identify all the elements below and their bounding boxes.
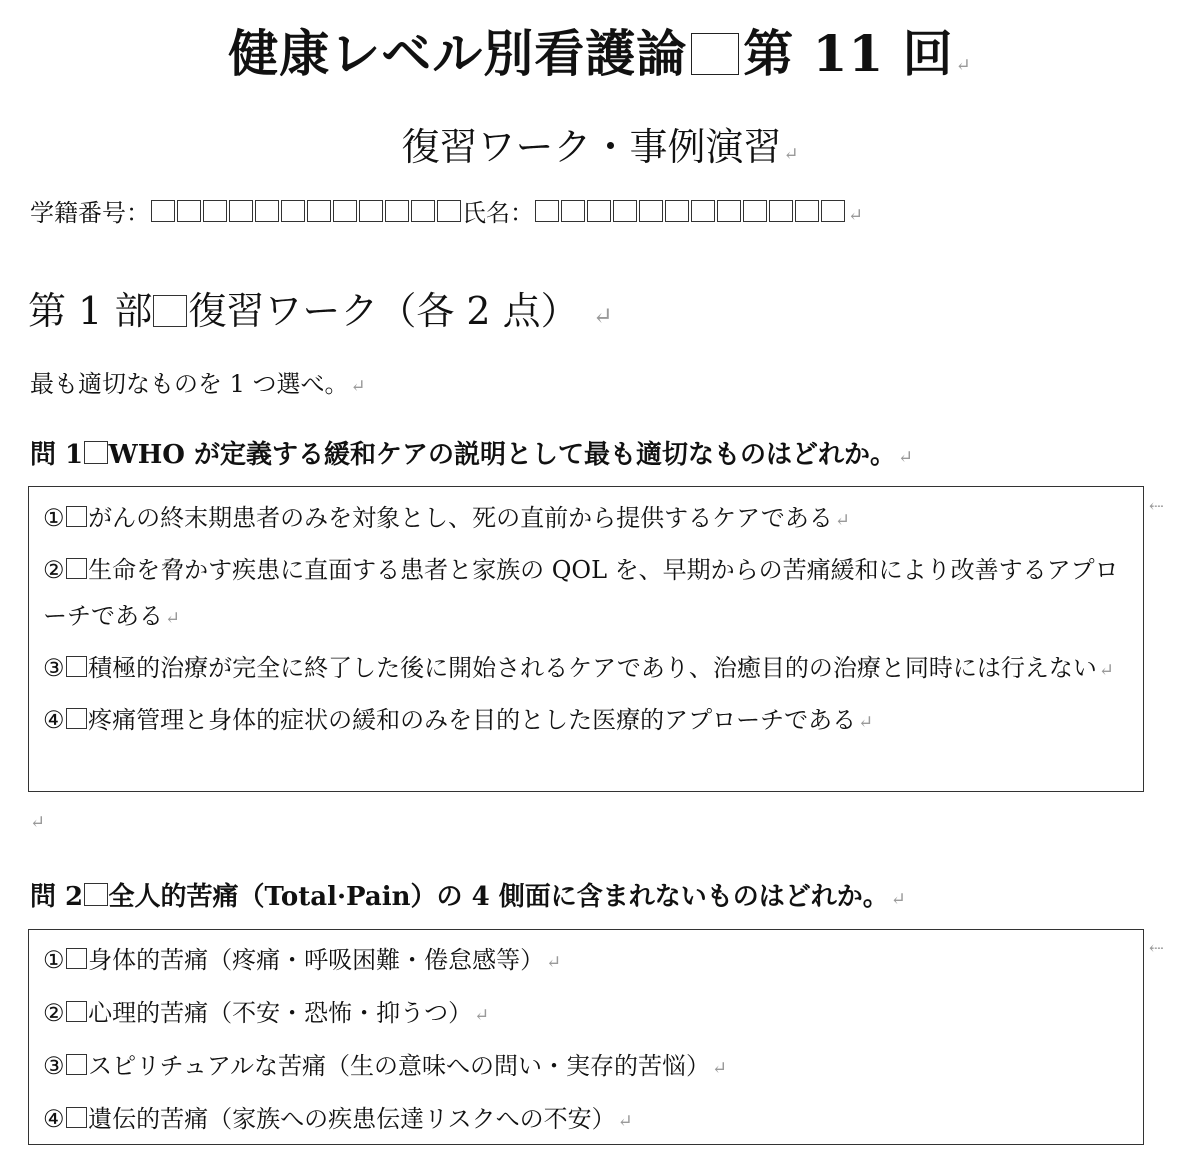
student-name-boxes[interactable] xyxy=(534,199,846,227)
cell-end-mark: ⇠ xyxy=(1148,938,1164,959)
paragraph-mark: ↵ xyxy=(848,205,864,226)
student-info-line xyxy=(30,193,863,228)
blank-box xyxy=(66,656,88,678)
paragraph-mark: ↵ xyxy=(711,1058,728,1079)
entry-box[interactable] xyxy=(281,200,305,222)
entry-box[interactable] xyxy=(177,200,201,222)
answer-choices-box xyxy=(28,929,1144,1145)
choice-number: ② xyxy=(43,999,65,1027)
choice-text: 生命を脅かす疾患に直面する患者と家族の QOL を、早期からの苦痛緩和により改善するアプローチである xyxy=(43,556,1119,630)
blank-box xyxy=(691,33,739,75)
choice-number: ④ xyxy=(43,1105,65,1133)
entry-box[interactable] xyxy=(333,200,357,222)
student-id-boxes[interactable] xyxy=(150,199,462,227)
paragraph-mark: ↵ xyxy=(1098,660,1114,681)
choice-number: ④ xyxy=(43,706,65,734)
section-prefix: 第 1 部 xyxy=(28,289,153,333)
choice-text: がんの終末期患者のみを対象とし、死の直前から提供するケアである xyxy=(88,504,833,532)
paragraph-mark: ↵ xyxy=(592,302,613,330)
question-number: 問 2 xyxy=(30,882,84,912)
blank-box xyxy=(66,558,88,580)
entry-box[interactable] xyxy=(535,200,559,222)
question-text: 全人的苦痛（Total·Pain）の 4 側面に含まれないものはどれか。 xyxy=(108,882,889,912)
choice-1[interactable] xyxy=(43,935,1129,988)
entry-box[interactable] xyxy=(307,200,331,222)
choice-text: 心理的苦痛（不安・恐怖・抑うつ） xyxy=(88,999,473,1027)
blank-box xyxy=(153,295,187,327)
choice-number: ② xyxy=(43,556,65,584)
answer-choices-box xyxy=(28,486,1144,792)
choice-text: 積極的治療が完全に終了した後に開始されるケアであり、治癒目的の治療と同時には行えない xyxy=(88,654,1097,682)
entry-box[interactable] xyxy=(255,200,279,222)
entry-box[interactable] xyxy=(717,200,741,222)
student-id-label: 学籍番号： xyxy=(30,199,150,227)
blank-box xyxy=(84,883,107,906)
choice-text: 遺伝的苦痛（家族への疾患伝達リスクへの不安） xyxy=(88,1105,616,1133)
paragraph-mark: ↵ xyxy=(955,55,972,76)
choice-number: ③ xyxy=(43,1052,65,1080)
choice-text: 疼痛管理と身体的症状の緩和のみを目的とした医療的アプローチである xyxy=(88,706,857,734)
entry-box[interactable] xyxy=(769,200,793,222)
entry-box[interactable] xyxy=(613,200,637,222)
entry-box[interactable] xyxy=(359,200,383,222)
paragraph-mark: ↵ xyxy=(617,1111,633,1132)
paragraph-mark: ↵ xyxy=(165,608,181,629)
entry-box[interactable] xyxy=(795,200,819,222)
choice-4[interactable] xyxy=(43,1094,1129,1147)
entry-box[interactable] xyxy=(437,200,461,222)
entry-box[interactable] xyxy=(151,200,175,222)
document-title xyxy=(0,14,1200,86)
entry-box[interactable] xyxy=(561,200,585,222)
cell-end-mark: ⇠ xyxy=(1148,496,1164,517)
choice-4[interactable] xyxy=(43,697,1129,746)
entry-box[interactable] xyxy=(229,200,253,222)
choice-2[interactable] xyxy=(43,988,1129,1041)
instruction-label: 最も適切なものを 1 つ選べ。 xyxy=(30,370,349,398)
entry-box[interactable] xyxy=(743,200,767,222)
question-number: 問 1 xyxy=(30,440,84,470)
student-name-label: 氏名： xyxy=(462,199,534,227)
blank-box xyxy=(84,441,107,464)
choice-3[interactable] xyxy=(43,645,1129,694)
choice-text: 身体的苦痛（疼痛・呼吸困難・倦怠感等） xyxy=(88,946,545,974)
blank-box xyxy=(66,1001,88,1023)
choice-number: ① xyxy=(43,504,65,532)
entry-box[interactable] xyxy=(665,200,689,222)
section-heading-text: 復習ワーク（各 2 点） xyxy=(188,289,579,333)
paragraph-mark: ↵ xyxy=(546,952,562,973)
entry-box[interactable] xyxy=(691,200,715,222)
choice-number: ① xyxy=(43,946,65,974)
blank-box xyxy=(66,1054,88,1076)
entry-box[interactable] xyxy=(203,200,227,222)
choice-3[interactable] xyxy=(43,1041,1129,1094)
section-heading xyxy=(28,280,613,335)
document-subtitle xyxy=(0,116,1200,171)
entry-box[interactable] xyxy=(411,200,435,222)
choice-1[interactable] xyxy=(43,495,1129,544)
entry-box[interactable] xyxy=(639,200,663,222)
choice-text: スピリチュアルな苦痛（生の意味への問い・実存的苦悩） xyxy=(88,1052,710,1080)
subtitle-text: 復習ワーク・事例演習 xyxy=(401,125,782,169)
paragraph-mark: ↵ xyxy=(858,712,874,733)
paragraph-mark: ↵ xyxy=(834,510,850,531)
title-suffix: 第 11 回 xyxy=(743,24,954,83)
title-text: 健康レベル別看護論 xyxy=(228,24,688,83)
entry-box[interactable] xyxy=(821,200,845,222)
question-1 xyxy=(30,434,913,471)
blank-box xyxy=(66,948,88,970)
blank-box xyxy=(66,506,88,528)
paragraph-mark: ↵ xyxy=(890,889,906,910)
entry-box[interactable] xyxy=(587,200,611,222)
instruction-text xyxy=(30,364,366,399)
paragraph-mark: ↵ xyxy=(783,144,799,165)
paragraph-mark: ↵ xyxy=(474,1005,490,1026)
entry-box[interactable] xyxy=(385,200,409,222)
blank-box xyxy=(66,1107,88,1129)
blank-box xyxy=(66,708,88,730)
choice-2[interactable] xyxy=(43,547,1129,642)
question-2 xyxy=(30,876,906,913)
question-text: WHO が定義する緩和ケアの説明として最も適切なものはどれか。 xyxy=(108,440,897,470)
paragraph-mark: ↵ xyxy=(898,447,914,468)
paragraph-mark: ↵ xyxy=(350,376,366,397)
empty-paragraph-mark: ↵ xyxy=(30,812,46,833)
choice-number: ③ xyxy=(43,654,65,682)
